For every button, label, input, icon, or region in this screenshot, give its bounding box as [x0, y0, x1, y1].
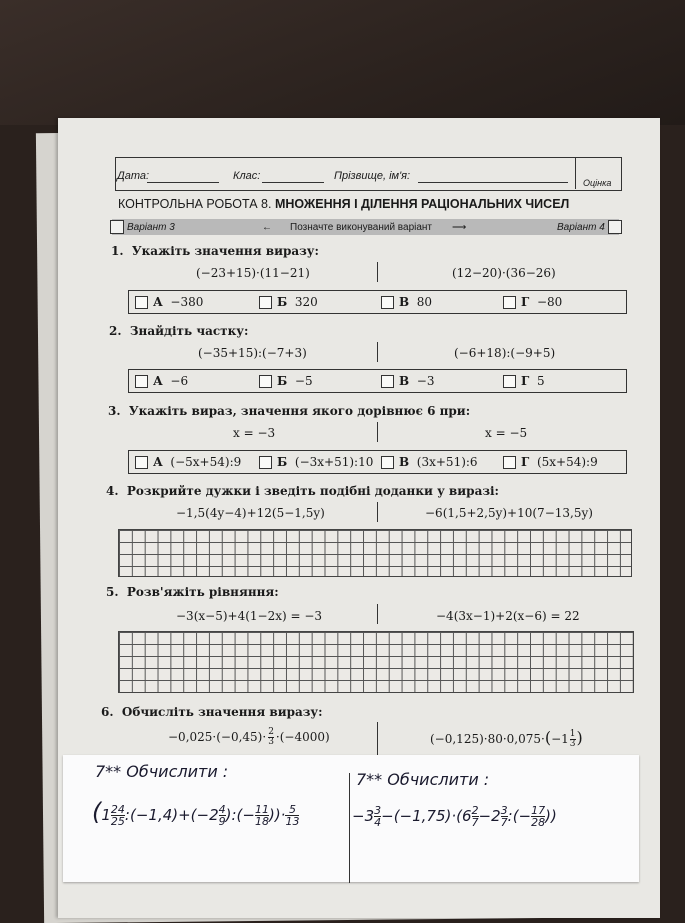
q4-right-expr: −6(1,5+2,5y)+10(7−13,5y) [425, 506, 593, 520]
variant-divider [377, 262, 378, 282]
option-b[interactable]: Б (−3x+51):10 [259, 455, 373, 469]
question-number: 3. [108, 404, 121, 418]
question-5 [106, 585, 279, 599]
option-checkbox[interactable] [503, 296, 516, 309]
option-g[interactable]: Г (5x+54):9 [503, 455, 598, 469]
q1-right-expr: (12−20)·(36−26) [452, 266, 556, 280]
q5-left-expr: −3(x−5)+4(1−2x) = −3 [176, 609, 323, 623]
note-right-title: 7** Обчислити : [356, 770, 490, 789]
option-b[interactable]: Б 320 [259, 295, 318, 309]
option-checkbox[interactable] [381, 296, 394, 309]
question-text: Розв'яжіть рівняння: [126, 585, 279, 599]
name-field[interactable] [418, 182, 568, 183]
option-g[interactable]: Г 5 [503, 374, 545, 388]
q1-left-expr: (−23+15)·(11−21) [196, 266, 310, 280]
question-number: 2. [109, 324, 122, 338]
variant-divider [377, 502, 378, 522]
question-text: Укажіть вираз, значення якого дорівнює 6 при: [128, 404, 471, 418]
option-v[interactable]: В (3x+51):6 [381, 455, 478, 469]
option-checkbox[interactable] [381, 456, 394, 469]
q1-answers [128, 290, 627, 314]
option-checkbox[interactable] [259, 456, 272, 469]
option-a[interactable]: А −6 [135, 374, 188, 388]
grade-label: Оцінка [583, 178, 612, 188]
option-checkbox[interactable] [259, 375, 272, 388]
variant-divider [377, 722, 378, 756]
table-surface [0, 0, 685, 125]
q4-left-expr: −1,5(4y−4)+12(5−1,5y) [176, 506, 325, 520]
option-a[interactable]: А −380 [135, 295, 203, 309]
option-checkbox[interactable] [259, 296, 272, 309]
note-right-expr: −3 $\frac{3}{4}$ −(−1,75)·(6 $\frac{2}{7}$ −2 $\frac{3}{7}$ :(− $\frac{17}{28}$ )) [352, 804, 557, 829]
option-g[interactable]: Г −80 [503, 295, 562, 309]
question-number: 1. [111, 244, 124, 258]
arrow-right-icon: ⟶ [452, 222, 467, 233]
q2-right-expr: (−6+18):(−9+5) [454, 346, 556, 360]
question-2 [109, 324, 248, 338]
variant-divider [377, 422, 378, 442]
page-title [118, 197, 569, 211]
option-v[interactable]: В 80 [381, 295, 432, 309]
note-left-expr: (1 $\frac{24}{25}$ :(−1,4)+(−2 $\frac{4}{9}$ ):(− $\frac{11}{18}$ ))· $\frac{5}{13}$ [92, 798, 300, 828]
variant-4-checkbox[interactable] [608, 220, 622, 234]
note-left-title: 7** Обчислити : [95, 762, 229, 781]
answer-grid[interactable] [118, 529, 632, 577]
question-number: 5. [106, 585, 119, 599]
question-6 [101, 705, 323, 719]
option-checkbox[interactable] [135, 375, 148, 388]
variant-4-label: Варіант 4 [557, 222, 605, 233]
option-checkbox[interactable] [135, 456, 148, 469]
q6-left-expr: −0,025·(−0,45)· $\frac{2}{3}$ ·(−4000) [168, 727, 330, 747]
option-checkbox[interactable] [381, 375, 394, 388]
q2-left-expr: (−35+15):(−7+3) [198, 346, 307, 360]
variant-instruction: Позначте виконуваний варіант [290, 222, 433, 233]
variant-3-label: Варіант 3 [127, 222, 175, 233]
option-v[interactable]: В −3 [381, 374, 435, 388]
question-4 [106, 484, 499, 498]
question-text: Знайдіть частку: [129, 324, 249, 338]
class-label: Клас: [233, 170, 261, 182]
q2-answers [128, 369, 627, 393]
arrow-left-icon: ← [262, 222, 272, 233]
option-a[interactable]: А (−5x+54):9 [135, 455, 241, 469]
q3-left-expr: x = −3 [233, 426, 276, 440]
option-checkbox[interactable] [503, 375, 516, 388]
title-prefix: КОНТРОЛЬНА РОБОТА 8. [118, 197, 272, 211]
option-b[interactable]: Б −5 [259, 374, 313, 388]
q5-right-expr: −4(3x−1)+2(x−6) = 22 [436, 609, 580, 623]
title-main: МНОЖЕННЯ І ДІЛЕННЯ РАЦІОНАЛЬНИХ ЧИСЕЛ [274, 197, 570, 211]
date-field[interactable] [147, 182, 219, 183]
question-3 [108, 404, 470, 418]
class-field[interactable] [262, 182, 324, 183]
q3-answers [128, 450, 627, 474]
note-divider [349, 773, 350, 883]
name-label: Прізвище, ім'я: [334, 170, 411, 182]
q3-right-expr: x = −5 [485, 426, 528, 440]
question-number: 4. [106, 484, 119, 498]
question-text: Укажіть значення виразу: [131, 244, 319, 258]
variant-divider [377, 342, 378, 362]
option-checkbox[interactable] [135, 296, 148, 309]
option-checkbox[interactable] [503, 456, 516, 469]
question-1 [111, 244, 319, 258]
variant-3-checkbox[interactable] [110, 220, 124, 234]
variant-divider [377, 604, 378, 624]
q6-right-expr: (−0,125)·80·0,075·(−1 $\frac{1}{3}$ ) [430, 728, 583, 749]
question-number: 6. [101, 705, 114, 719]
question-text: Розкрийте дужки і зведіть подібні доданки у виразі: [126, 484, 499, 498]
question-text: Обчисліть значення виразу: [121, 705, 323, 719]
answer-grid[interactable] [118, 631, 634, 693]
date-label: Дата: [117, 170, 150, 182]
